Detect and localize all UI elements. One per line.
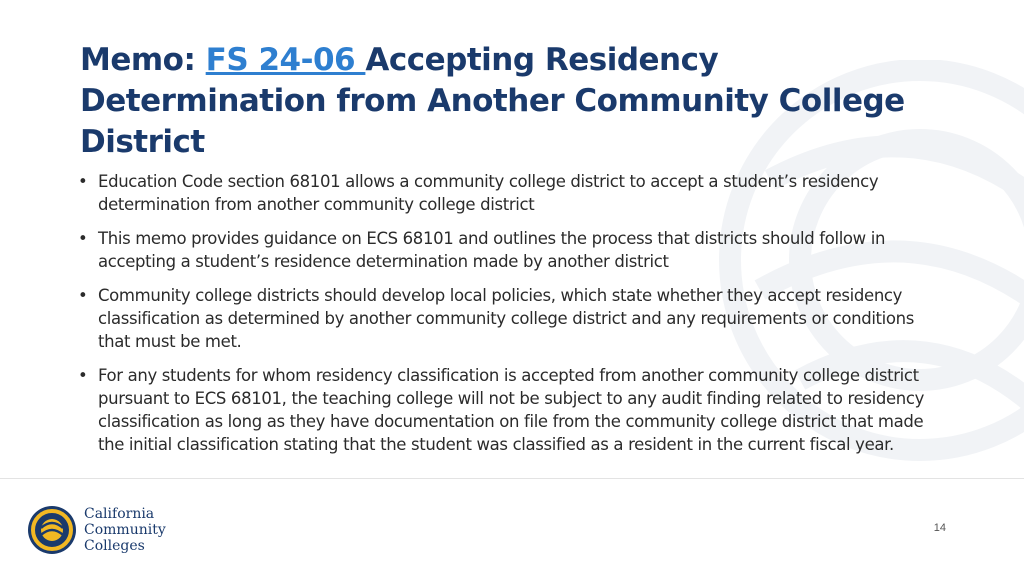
page-title — [80, 40, 960, 163]
bullet-item — [78, 364, 948, 456]
bullet-marker: • — [78, 172, 88, 191]
bullet-text: Community college districts should develop local policies, which state whether they accept residency classification as determined by another community college district and any requirements or conditions that must be met. — [98, 286, 915, 351]
bullet-text: Education Code section 68101 allows a community college district to accept a student’s residency determination from another community college district — [98, 172, 879, 214]
bullet-item — [78, 170, 948, 216]
bullet-text: This memo provides guidance on ECS 68101 and outlines the process that districts should follow in accepting a student’s residence determination made by another district — [98, 229, 886, 271]
logo-line: California — [84, 506, 155, 522]
memo-link[interactable]: FS 24-06 — [205, 42, 366, 78]
bullet-item — [78, 284, 948, 353]
bullet-item — [78, 227, 948, 273]
bullet-text: For any students for whom residency classification is accepted from another community college district pursuant to ECS 68101, the teaching college will not be subject to any audit finding related to residency classification as long as they have documentation on file from the community college district that made the initial classification stating that the student was classified as a resident in the current fiscal year. — [98, 366, 925, 454]
california-community-colleges-seal-icon — [26, 504, 78, 556]
logo-line: Community — [84, 522, 166, 538]
logo-line: Colleges — [84, 538, 145, 554]
ccc-logo — [26, 504, 166, 556]
footer-divider — [0, 478, 1024, 479]
bullet-marker: • — [78, 229, 88, 248]
logo-wordmark — [84, 506, 166, 554]
page-number: 14 — [933, 522, 946, 534]
title-rest: Accepting Residency Determination from Another Community College District — [80, 42, 905, 160]
bullet-marker: • — [78, 286, 88, 305]
title-prefix: Memo: — [80, 42, 206, 78]
bullet-marker: • — [78, 366, 88, 385]
bullet-list — [78, 170, 948, 467]
